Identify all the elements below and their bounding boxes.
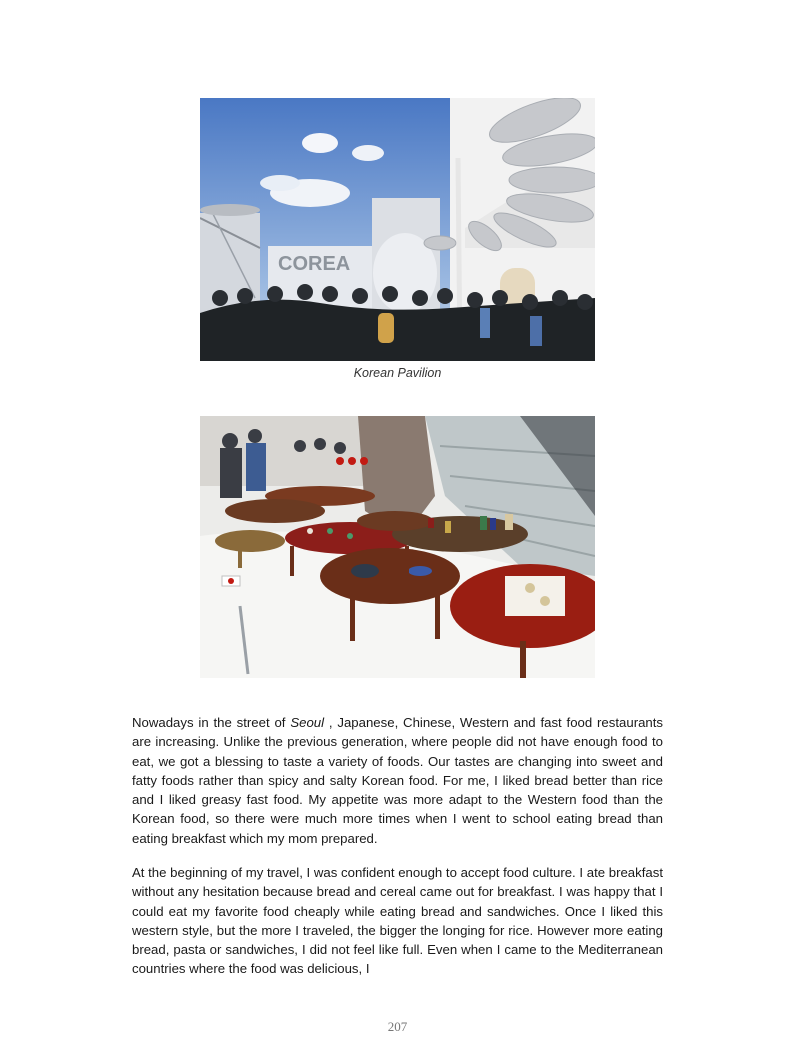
figure-caption-korean-pavilion: Korean Pavilion [353,366,442,380]
paragraph-1-lead: Nowadays in the street of [132,715,291,730]
body-paragraph-1 [132,713,663,848]
korean-pavilion-photo [200,98,595,361]
pavilion-sign [278,253,350,275]
body-paragraph-2 [132,863,663,979]
paragraph-1-rest: , Japanese, Chinese, Western and fast food restaurants are increasing. Unlike the previous generation, where people did not have enough food to eat, we got a blessing to taste a variety of foods. Our tastes are changing into sweet and fatty foods rather than spicy and salty Korean food. For me, I liked bread better than rice and I liked greasy fast food. My appetite was more adapt to the Western food than the Korean food, so there were much more times when I went to school eating bread than eating breakfast which my mom prepared. [132,715,664,846]
paragraph-1-emphasis: Seoul [290,715,325,730]
paragraph-2-text: At the beginning of my travel, I was confident enough to accept food culture. I ate breakfast without any hesitation because bread and cereal came out for breakfast. I was happy that I could eat my favorite food cheaply while eating bread and sandwiches. Once I liked this western style, but the more I traveled, the bigger the longing for rice. However more eating bread, pasta or sandwiches, I did not feel like full. Even when I came to the Mediterranean countries where the food was delicious, I [132,865,663,977]
pavilion-sign-text: COREA [278,253,351,275]
korean-tables-photo [200,416,595,678]
page-number: 207 [387,1019,408,1034]
korean-tables-illustration [200,416,595,678]
korean-pavilion-illustration [200,98,595,361]
